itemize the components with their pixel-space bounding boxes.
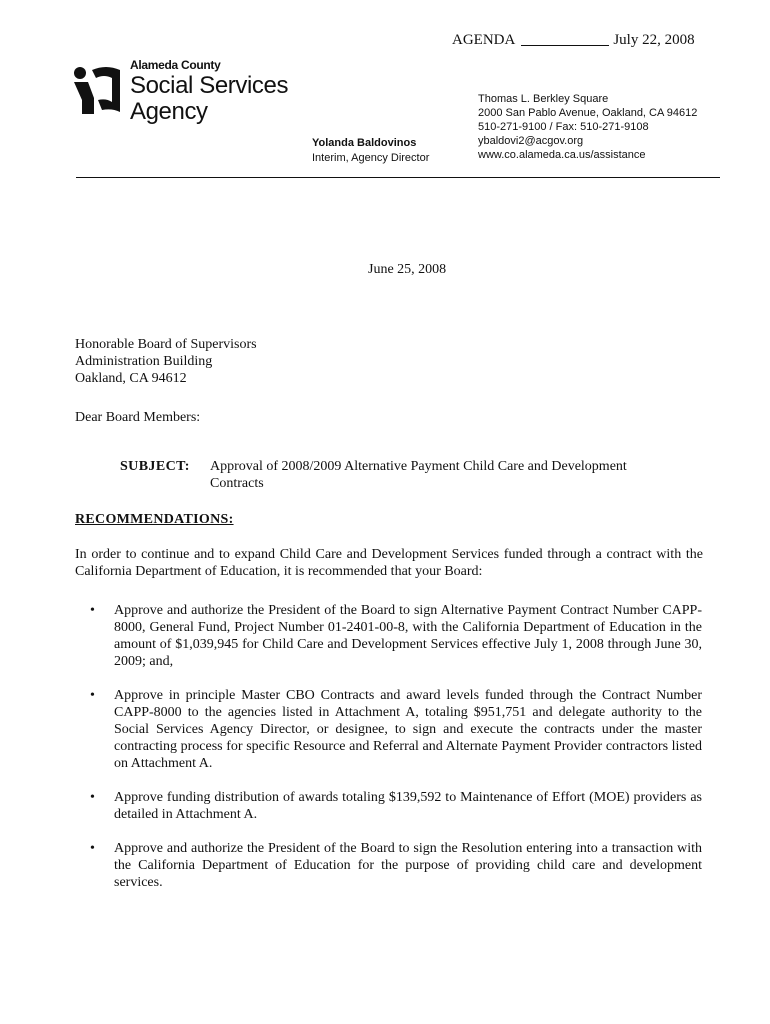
agency-logo-icon — [72, 64, 124, 116]
contact-email: ybaldovi2@acgov.org — [478, 135, 584, 147]
director-title: Interim, Agency Director — [312, 152, 430, 164]
logo-county: Alameda County — [130, 58, 221, 72]
subject-text: Approval of 2008/2009 Alternative Payment Child Care and Development Contracts — [210, 459, 627, 491]
director-block — [312, 136, 429, 166]
bullet-icon: • — [90, 603, 95, 618]
list-item — [90, 840, 702, 891]
addressee-line: Oakland, CA 94612 — [75, 371, 187, 386]
contact-address: 2000 San Pablo Avenue, Oakland, CA 94612 — [478, 107, 698, 119]
agenda-blank — [521, 45, 609, 46]
recommendation-text: Approve in principle Master CBO Contracts and award levels funded through the Contract Number CAPP-8000 to the agencies listed in Attachment A, totaling $951,751 and delegate authority to the Social Services Agency Director, or designee, to sign and execute the contracts under the master contracting process for specific Resource and Referral and Alternate Payment Provider contractors listed on Attachment A. — [114, 688, 702, 771]
logo-name-line2: Agency — [130, 98, 208, 125]
intro-paragraph: In order to continue and to expand Child Care and Development Services funded through a contract with the California Department of Education, it is recommended that your Board: — [75, 547, 703, 579]
contact-street: Thomas L. Berkley Square — [478, 93, 609, 105]
bullet-icon: • — [90, 688, 95, 703]
director-name: Yolanda Baldovinos — [312, 137, 417, 149]
recommendation-text: Approve and authorize the President of the Board to sign the Resolution entering into a transaction with the California Department of Education for the purpose of providing child care and development services. — [114, 841, 702, 890]
agenda-line — [452, 32, 695, 49]
letter-date: June 25, 2008 — [368, 262, 447, 277]
list-item — [90, 602, 702, 670]
agenda-label: AGENDA — [452, 32, 516, 48]
addressee-line: Administration Building — [75, 354, 213, 369]
recommendation-list — [90, 602, 702, 891]
recommendations-heading: RECOMMENDATIONS: — [75, 512, 234, 527]
addressee-line: Honorable Board of Supervisors — [75, 337, 257, 352]
agenda-date: July 22, 2008 — [613, 32, 695, 48]
contact-web: www.co.alameda.ca.us/assistance — [478, 149, 646, 161]
salutation: Dear Board Members: — [75, 410, 201, 425]
recommendation-text: Approve and authorize the President of the Board to sign Alternative Payment Contract Number CAPP-8000, General Fund, Project Number 01-2401-00-8, with the California Department of Education in the amount of $1,039,945 for Child Care and Development Services effective July 1, 2008 through June 30, 2009; and, — [114, 603, 702, 669]
list-item — [90, 687, 702, 772]
subject-label: SUBJECT: — [120, 459, 190, 474]
letterhead-divider — [76, 177, 720, 178]
bullet-icon: • — [90, 841, 95, 856]
contact-block — [478, 92, 697, 162]
bullet-icon: • — [90, 790, 95, 805]
contact-phone: 510-271-9100 / Fax: 510-271-9108 — [478, 121, 649, 133]
list-item — [90, 789, 702, 823]
logo-name-line1: Social Services — [130, 72, 289, 99]
recommendation-text: Approve funding distribution of awards totaling $139,592 to Maintenance of Effort (MOE) providers as detailed in Attachment A. — [114, 790, 702, 822]
addressee-block — [75, 336, 257, 387]
